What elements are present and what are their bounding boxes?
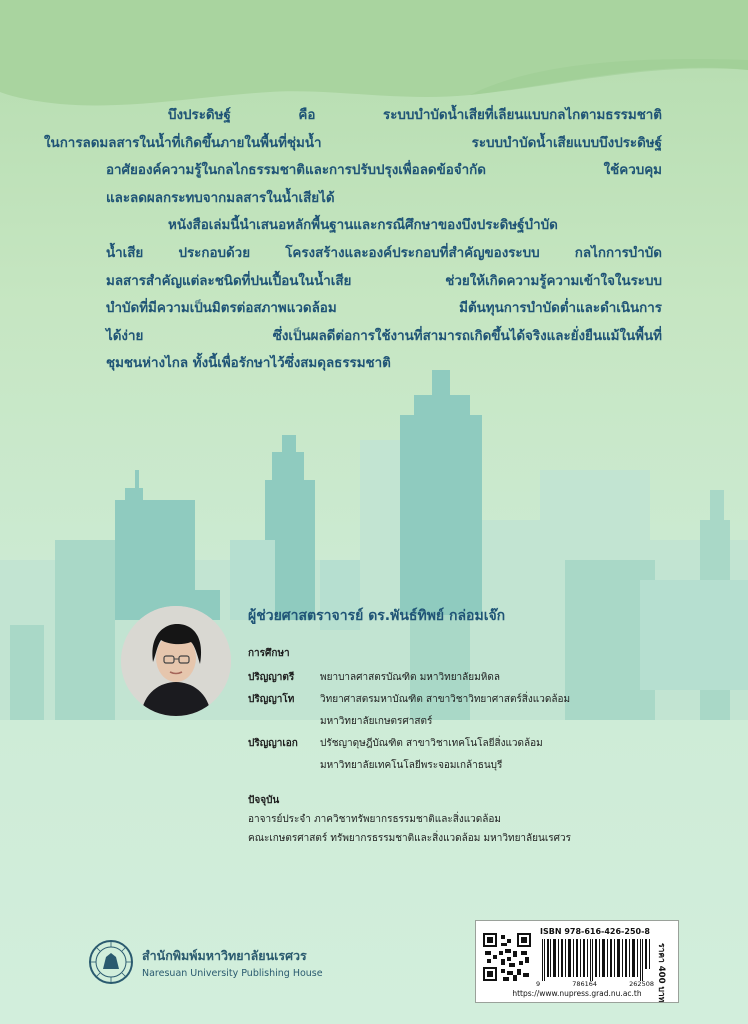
current-line: อาจารย์ประจำ ภาควิชาทรัพยากรธรรมชาติและสิ่งแวดล้อม — [248, 814, 501, 825]
author-name: ผู้ช่วยศาสตราจารย์ ดร.พันธ์ทิพย์ กล่อมเจ๊ก — [248, 608, 506, 624]
barcode-digit-right: 262508 — [629, 980, 654, 988]
author-current-position — [248, 793, 571, 848]
isbn-block — [475, 920, 679, 1003]
current-heading: ปัจจุบัน — [248, 795, 280, 806]
publisher-name-en: Naresuan University Publishing House — [142, 967, 323, 979]
current-line: คณะเกษตรศาสตร์ ทรัพยากรธรรมชาติและสิ่งแวดล้อม มหาวิทยาลัยนเรศวร — [248, 833, 571, 844]
description-line: บำบัดที่มีความเป็นมิตรต่อสภาพแวดล้อม มีต้นทุนการบำบัดต่ำและดำเนินการ — [106, 301, 662, 317]
university-seal-icon — [88, 939, 134, 985]
description-line: ในการลดมลสารในน้ำที่เกิดขึ้นภายในพื้นที่ชุ่มน้ำ ระบบบำบัดน้ำเสียแบบบึงประดิษฐ์ — [44, 135, 662, 151]
degree-detail: ปรัชญาดุษฎีบัณฑิต สาขาวิชาเทคโนโลยีสิ่งแวดล้อม — [320, 738, 543, 749]
education-row — [248, 689, 570, 711]
book-description — [44, 102, 662, 378]
barcode-digit-left: 9 — [536, 980, 541, 988]
education-row-continued — [248, 755, 570, 777]
description-line: และลดผลกระทบจากมลสารในน้ำเสียได้ — [106, 190, 335, 206]
barcode-icon — [540, 939, 652, 981]
degree-label: ปริญญาตรี — [248, 672, 295, 683]
education-row — [248, 733, 570, 755]
publisher-name-th: สำนักพิมพ์มหาวิทยาลัยนเรศวร — [142, 947, 307, 963]
qr-code-icon — [483, 933, 531, 981]
degree-label: ปริญญาเอก — [248, 738, 298, 749]
degree-detail: มหาวิทยาลัยเทคโนโลยีพระจอมเกล้าธนบุรี — [320, 760, 503, 771]
education-row — [248, 667, 570, 689]
degree-detail: พยาบาลศาสตรบัณฑิต มหาวิทยาลัยมหิดล — [320, 672, 500, 683]
description-paragraph-2 — [106, 212, 662, 378]
degree-detail: วิทยาศาสตรมหาบัณฑิต สาขาวิชาวิทยาศาสตร์สิ่งแวดล้อม — [320, 694, 571, 705]
barcode-digit-mid: 786164 — [572, 980, 598, 988]
description-line: น้ำเสีย ประกอบด้วย โครงสร้างและองค์ประกอบที่สำคัญของระบบ กลไกการบำบัด — [106, 245, 662, 261]
publisher-url: https://www.nupress.grad.nu.ac.th — [512, 989, 642, 998]
education-row-continued — [248, 711, 570, 733]
degree-label: ปริญญาโท — [248, 694, 295, 705]
description-line: ชุมชนห่างไกล ทั้งนี้เพื่อรักษาไว้ซึ่งสมดุลธรรมชาติ — [106, 356, 391, 372]
author-photo — [121, 606, 231, 716]
description-line: อาศัยองค์ความรู้ในกลไกธรรมชาติและการปรับปรุงเพื่อลดข้อจำกัด ใช้ควบคุม — [106, 163, 662, 179]
education-heading: การศึกษา — [248, 648, 290, 659]
price-label: ราคา 400 บาท — [656, 943, 666, 1003]
barcode-digits — [536, 980, 654, 988]
isbn-number: ISBN 978-616-426-250-8 — [540, 927, 650, 936]
description-line: หนังสือเล่มนี้นำเสนอหลักพื้นฐานและกรณีศึกษาของบึงประดิษฐ์บำบัด — [168, 218, 558, 234]
publisher-block — [88, 939, 323, 985]
degree-detail: มหาวิทยาลัยเกษตรศาสตร์ — [320, 716, 433, 727]
description-line: มลสารสำคัญแต่ละชนิดที่ปนเปื้อนในน้ำเสีย ช่วยให้เกิดความรู้ความเข้าใจในระบบ — [106, 273, 662, 289]
description-line: ได้ง่าย ซึ่งเป็นผลดีต่อการใช้งานที่สามารถเกิดขึ้นได้จริงและยั่งยืนแม้ในพื้นที่ — [106, 328, 662, 344]
author-education — [248, 646, 570, 777]
description-line: บึงประดิษฐ์ คือ ระบบบำบัดน้ำเสียที่เลียนแบบกลไกตามธรรมชาติ — [168, 108, 662, 123]
description-paragraph-1 — [44, 102, 662, 212]
